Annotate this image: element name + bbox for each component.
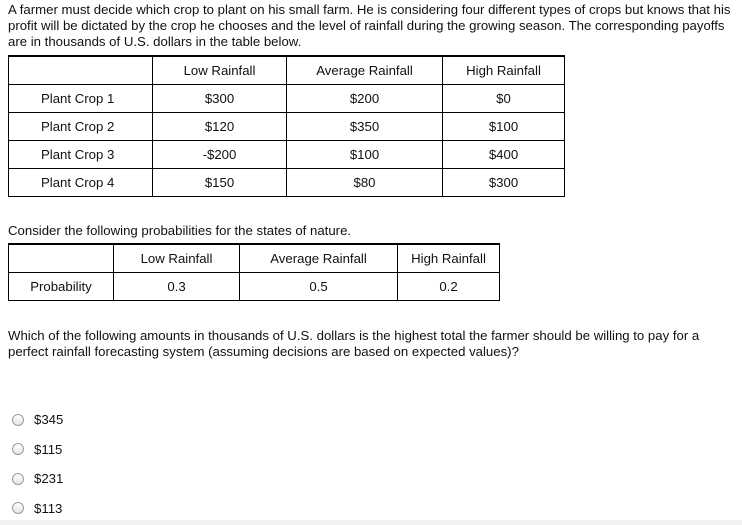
option-label[interactable]: $231	[34, 471, 64, 487]
row-label: Plant Crop 4	[9, 168, 153, 196]
radio-button[interactable]	[12, 502, 24, 514]
option-label[interactable]: $115	[34, 441, 63, 457]
answer-option[interactable]	[12, 494, 63, 524]
table-cell: $300	[153, 84, 287, 112]
table-cell: $100	[287, 140, 443, 168]
answer-option[interactable]	[12, 464, 63, 494]
payoff-header-average: Average Rainfall	[287, 56, 443, 84]
table-cell: 0.2	[398, 272, 500, 300]
radio-button[interactable]	[12, 443, 24, 455]
option-label[interactable]: $345	[34, 412, 64, 428]
row-label: Plant Crop 3	[9, 140, 153, 168]
payoff-header-corner	[9, 56, 153, 84]
radio-button[interactable]	[12, 473, 24, 485]
payoff-header-row	[9, 56, 565, 84]
table-cell: $200	[287, 84, 443, 112]
problem-intro: A farmer must decide which crop to plant on his small farm. He is considering four different types of crops but knows that his profit will be dictated by the crop he chooses and the level of rainfall during the growing season. The corresponding payoffs are in thousands of U.S. dollars in the table below.	[8, 2, 731, 49]
answer-options	[12, 405, 63, 523]
probability-table	[8, 243, 500, 301]
probability-header-high: High Rainfall	[398, 244, 500, 272]
table-cell: $300	[443, 168, 565, 196]
table-cell: $120	[153, 112, 287, 140]
table-cell: $80	[287, 168, 443, 196]
payoff-table	[8, 55, 565, 197]
option-label[interactable]: $113	[34, 500, 63, 516]
probability-header-row	[9, 244, 500, 272]
answer-option[interactable]	[12, 435, 63, 465]
bottom-divider	[0, 520, 742, 525]
table-row	[9, 140, 565, 168]
row-label: Plant Crop 1	[9, 84, 153, 112]
table-row	[9, 112, 565, 140]
payoff-header-low: Low Rainfall	[153, 56, 287, 84]
answer-option[interactable]	[12, 405, 63, 435]
table-row	[9, 168, 565, 196]
probability-intro: Consider the following probabilities for the states of nature.	[8, 223, 352, 238]
table-cell: $400	[443, 140, 565, 168]
table-cell: -$200	[153, 140, 287, 168]
table-cell: $150	[153, 168, 287, 196]
table-cell: $350	[287, 112, 443, 140]
radio-button[interactable]	[12, 414, 24, 426]
question-text: Which of the following amounts in thousands of U.S. dollars is the highest total the farmer should be willing to pay for a perfect rainfall forecasting system (assuming decisions are based on expected values)?	[8, 328, 700, 359]
table-row	[9, 84, 565, 112]
row-label: Probability	[9, 272, 114, 300]
probability-header-corner	[9, 244, 114, 272]
payoff-header-high: High Rainfall	[443, 56, 565, 84]
table-cell: $0	[443, 84, 565, 112]
probability-header-average: Average Rainfall	[240, 244, 398, 272]
table-cell: 0.5	[240, 272, 398, 300]
table-row	[9, 272, 500, 300]
table-cell: $100	[443, 112, 565, 140]
row-label: Plant Crop 2	[9, 112, 153, 140]
probability-header-low: Low Rainfall	[114, 244, 240, 272]
table-cell: 0.3	[114, 272, 240, 300]
